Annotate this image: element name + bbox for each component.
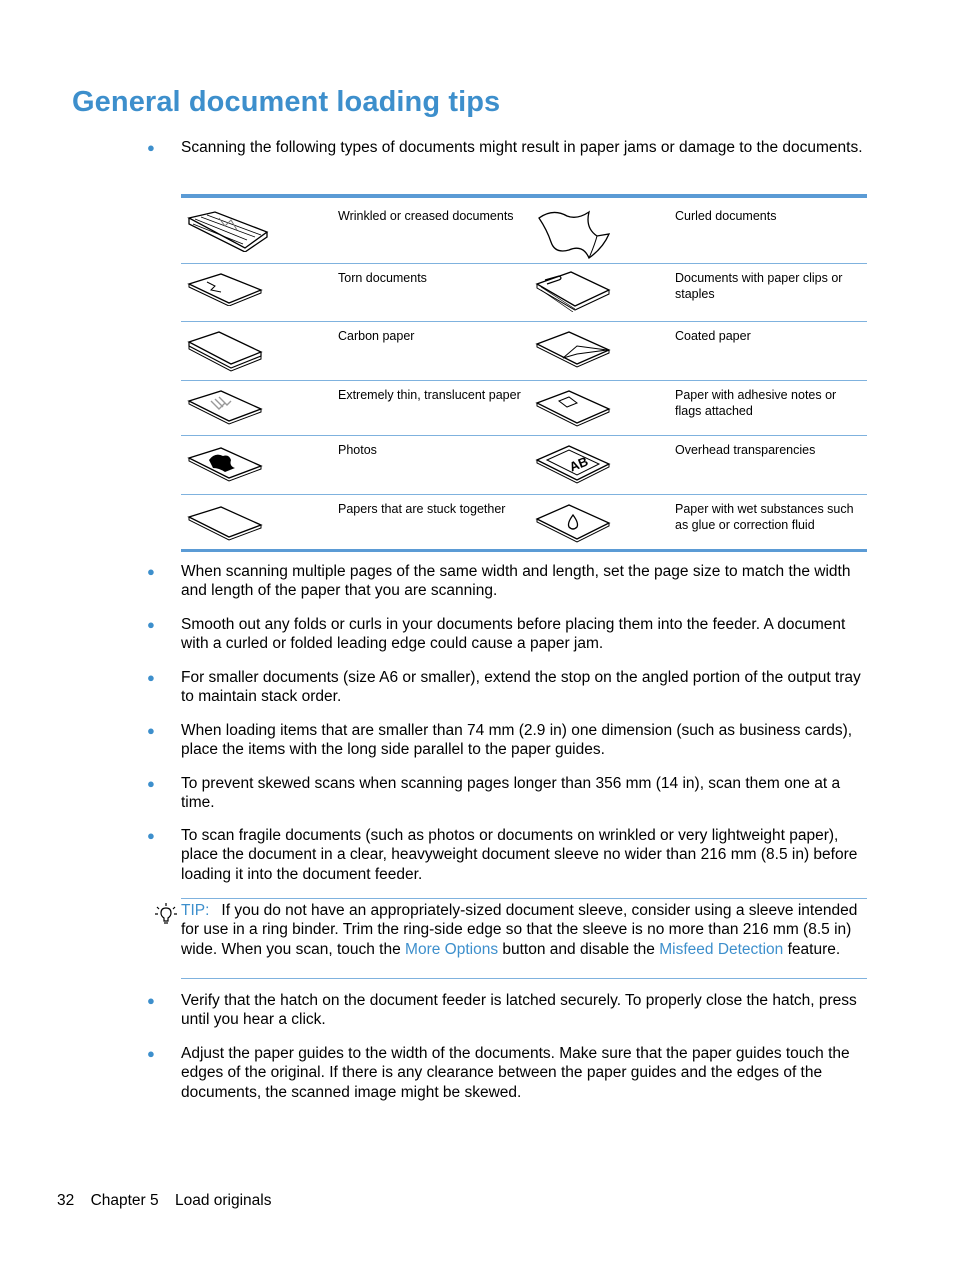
wrinkled-paper-icon xyxy=(185,206,271,252)
bullet-dot: ● xyxy=(147,670,155,685)
bullet-dot: ● xyxy=(147,1046,155,1061)
tip-body: feature. xyxy=(783,940,841,958)
row-label: Overhead transparencies xyxy=(675,443,816,457)
bullet-dot: ● xyxy=(147,993,155,1008)
list-item xyxy=(147,774,871,813)
row-label: Coated paper xyxy=(675,329,751,343)
table-row xyxy=(181,264,867,322)
document-types-table xyxy=(181,194,867,552)
adhesive-note-icon xyxy=(533,387,613,427)
row-label: Documents with paper clips or staples xyxy=(675,271,843,301)
table-row xyxy=(181,381,867,436)
list-item xyxy=(147,668,871,707)
bullet-dot: ● xyxy=(147,776,155,791)
stuck-papers-icon xyxy=(185,503,265,543)
bullet-dot: ● xyxy=(147,617,155,632)
table-row xyxy=(181,436,867,495)
list-item xyxy=(147,721,871,760)
row-label: Extremely thin, translucent paper xyxy=(338,388,521,402)
table-row xyxy=(181,198,867,264)
tip-box xyxy=(181,898,867,979)
row-label: Torn documents xyxy=(338,271,427,285)
row-label: Carbon paper xyxy=(338,329,415,343)
footer-chapter: Chapter 5 xyxy=(90,1192,159,1209)
list-item xyxy=(147,991,871,1030)
intro-bullet xyxy=(147,138,871,157)
row-label: Paper with adhesive notes or flags attached xyxy=(675,388,837,418)
more-options-link[interactable]: More Options xyxy=(405,940,499,958)
svg-text:AB: AB xyxy=(567,453,591,475)
bullet-dot: ● xyxy=(147,564,155,579)
transparency-icon xyxy=(533,442,613,484)
photo-icon xyxy=(185,444,265,484)
tip-text xyxy=(181,901,867,959)
tip-body: If you do not have an appropriately-sized document sleeve, consider using a sleeve intended for use in a ring binder. Trim the ring-side edge so that the sleeve is no more than 216 mm (8.5 in) wide. When you scan, touch the xyxy=(181,902,858,958)
wet-paper-icon xyxy=(533,501,613,543)
bullet-text: To prevent skewed scans when scanning pages longer than 356 mm (14 in), scan them one at a time. xyxy=(181,775,841,812)
bullet-text: When scanning multiple pages of the same width and length, set the page size to match the width and length of the paper that you are scanning. xyxy=(181,563,851,600)
row-label: Paper with wet substances such as glue or correction fluid xyxy=(675,502,854,532)
table-row xyxy=(181,495,867,549)
bullet-text: For smaller documents (size A6 or smaller), extend the stop on the angled portion of the output tray to maintain stack order. xyxy=(181,669,861,706)
torn-paper-icon xyxy=(185,270,265,306)
paper-clip-icon xyxy=(533,268,613,312)
list-item xyxy=(147,562,871,601)
bullet-text: When loading items that are smaller than 74 mm (2.9 in) one dimension (such as business cards), place the items with the long side parallel to the paper guides. xyxy=(181,722,853,759)
list-item xyxy=(147,1044,871,1102)
lightbulb-icon xyxy=(155,903,177,930)
bullet-text: Verify that the hatch on the document feeder is latched securely. To properly close the hatch, press until you hear a click. xyxy=(181,992,857,1029)
table-row xyxy=(181,322,867,381)
row-label: Curled documents xyxy=(675,209,777,223)
bullet-text: Smooth out any folds or curls in your documents before placing them into the feeder. A document with a curled or folded leading edge could cause a paper jam. xyxy=(181,616,846,653)
translucent-paper-icon xyxy=(185,387,265,427)
list-item xyxy=(147,615,871,654)
bullet-dot: ● xyxy=(147,140,155,155)
bullet-text: Adjust the paper guides to the width of the documents. Make sure that the paper guides touch the edges of the original. If there is any clearance between the paper guides and the edges of the documents, the scanned image might be skewed. xyxy=(181,1045,850,1101)
list-item xyxy=(147,826,871,884)
page-number: 32 xyxy=(57,1192,75,1209)
page-title: General document loading tips xyxy=(72,86,501,118)
page-footer xyxy=(57,1192,283,1210)
tip-body: button and disable the xyxy=(498,940,660,958)
row-label: Papers that are stuck together xyxy=(338,502,506,516)
tip-label: TIP: xyxy=(181,902,210,919)
carbon-paper-icon xyxy=(185,328,265,372)
curled-paper-icon xyxy=(533,204,613,260)
row-label: Wrinkled or creased documents xyxy=(338,209,514,223)
misfeed-detection-link[interactable]: Misfeed Detection xyxy=(659,940,784,958)
footer-section: Load originals xyxy=(174,1192,272,1209)
coated-paper-icon xyxy=(533,328,613,368)
bullet-dot: ● xyxy=(147,828,155,843)
bullet-dot: ● xyxy=(147,723,155,738)
bullet-text: To scan fragile documents (such as photos or documents on wrinkled or very lightweight paper), place the document in a clear, heavyweight document sleeve no wider than 216 mm (8.5 in) before loading it into the document feeder. xyxy=(181,827,858,883)
intro-text: Scanning the following types of documents might result in paper jams or damage to the documents. xyxy=(181,139,863,156)
row-label: Photos xyxy=(338,443,377,457)
